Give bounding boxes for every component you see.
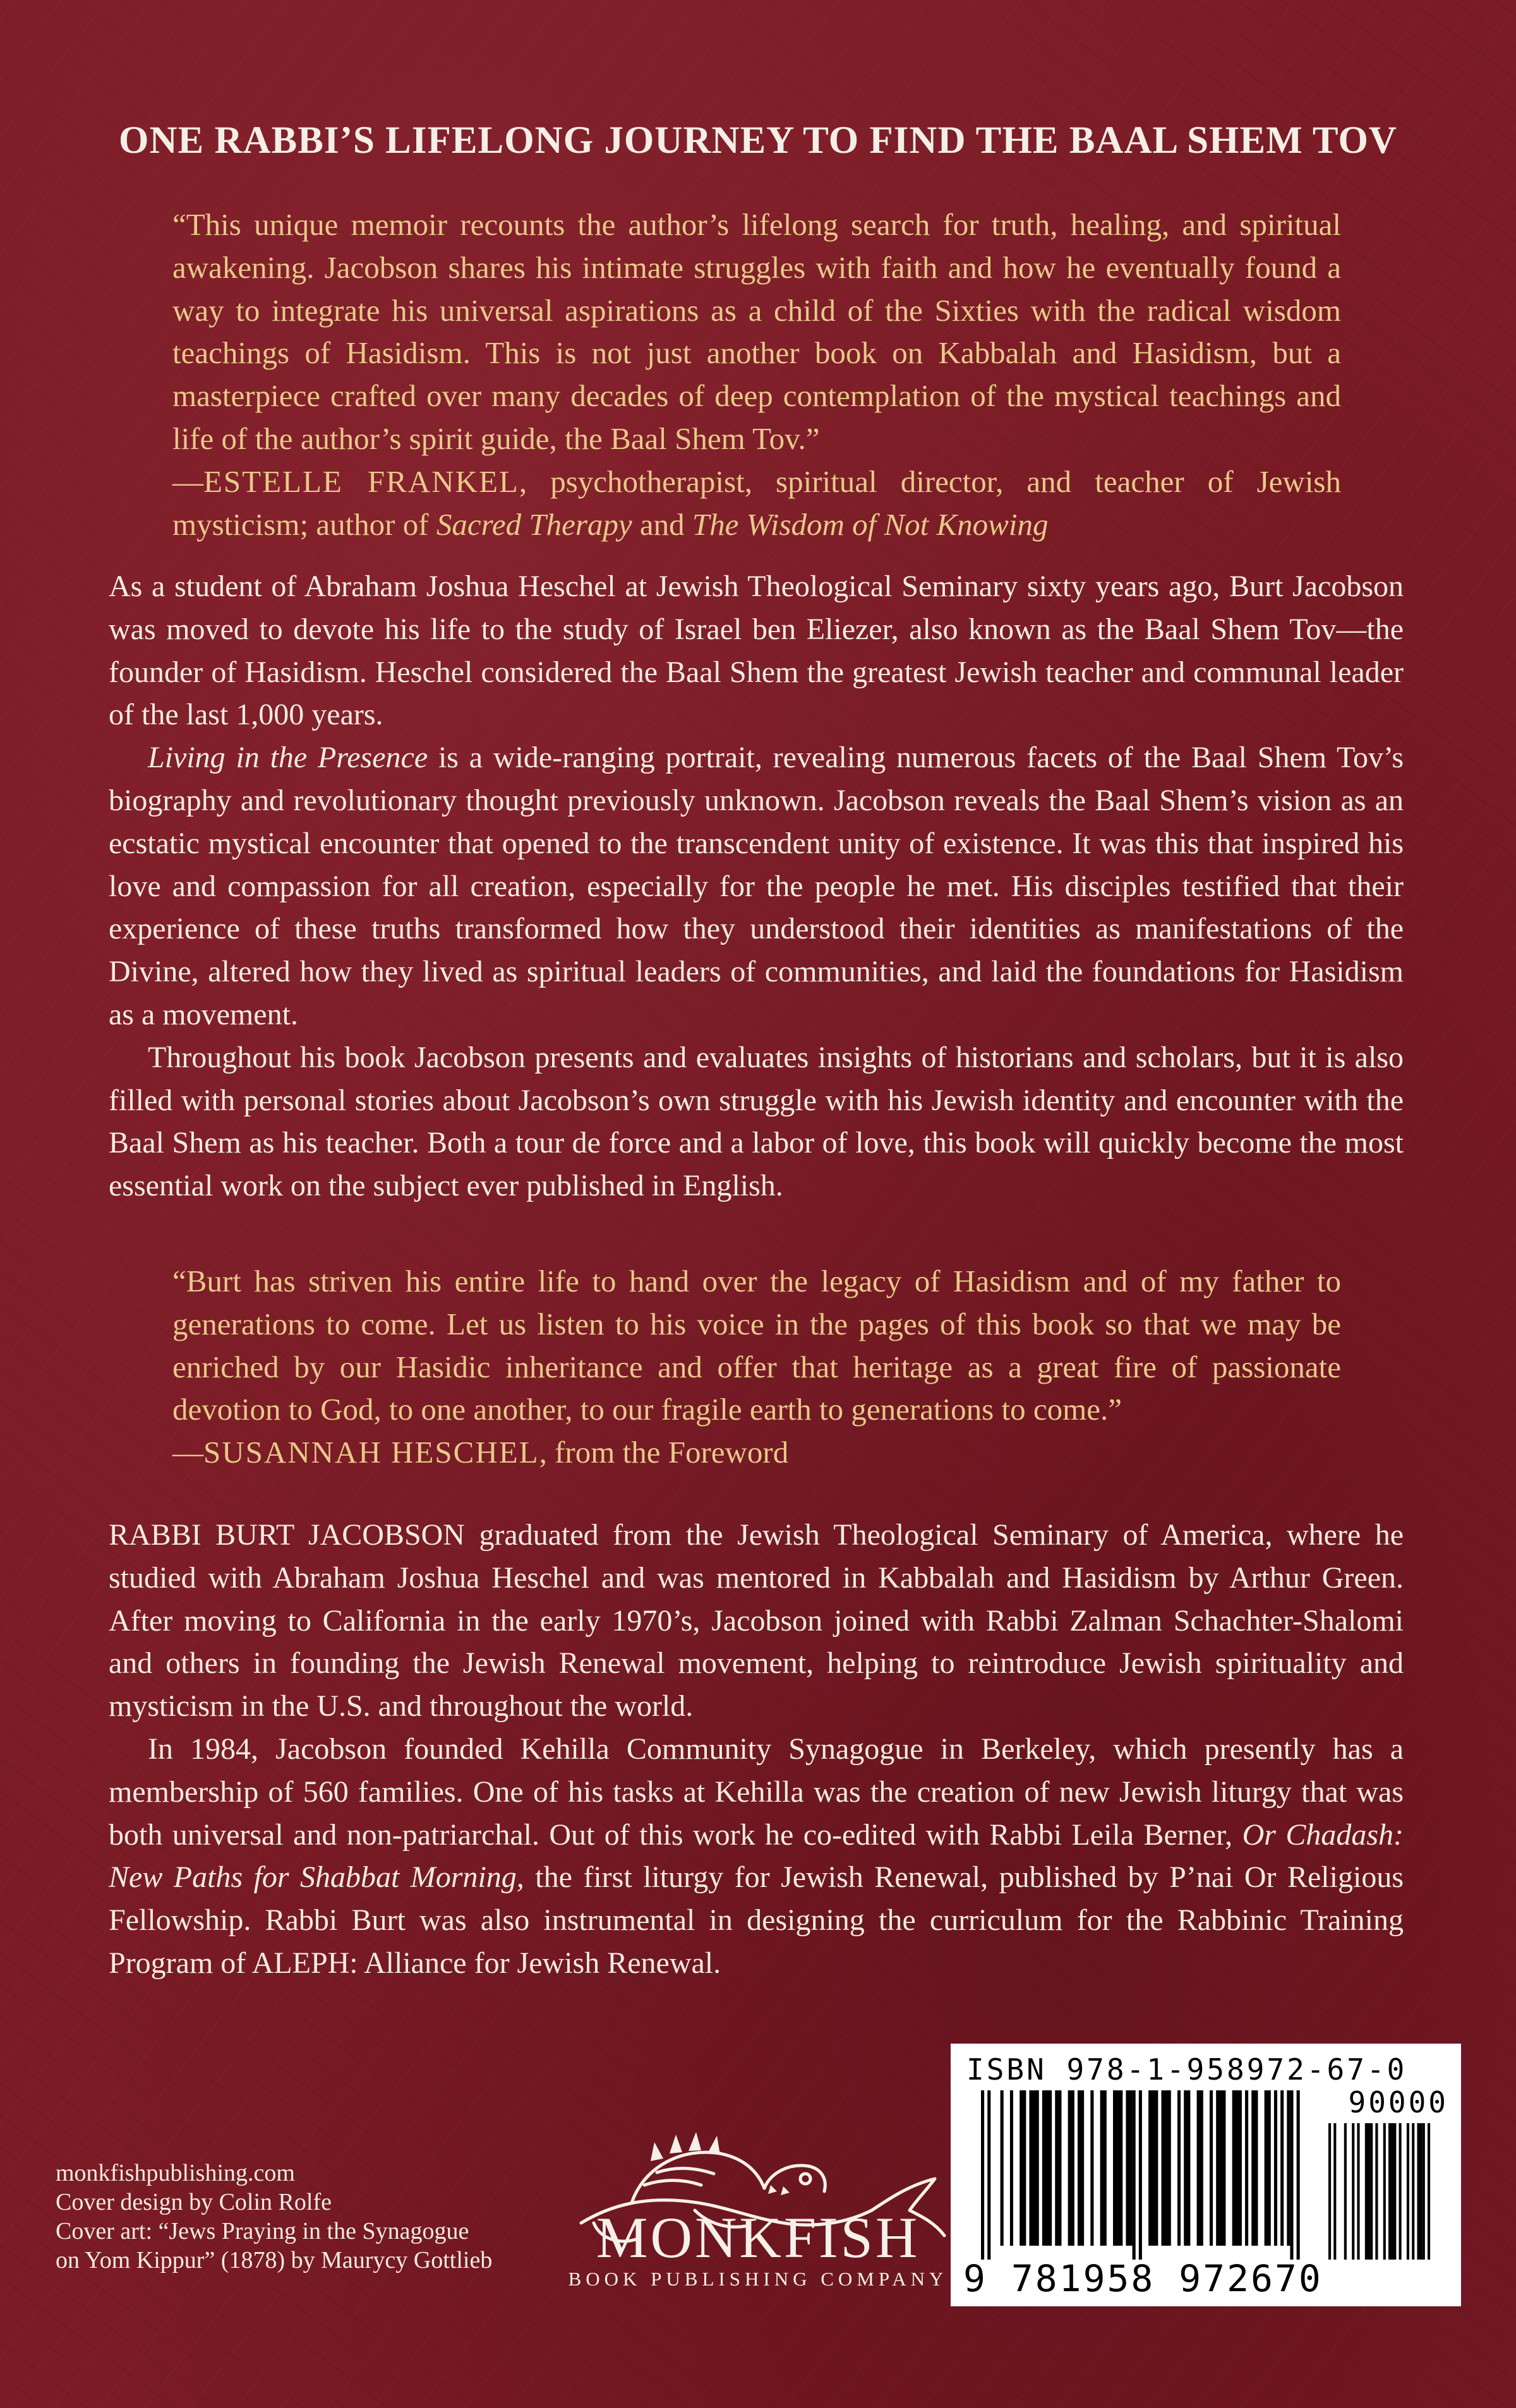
barcode-bar bbox=[1232, 2090, 1242, 2246]
publisher-website: monkfishpublishing.com bbox=[56, 2160, 295, 2186]
barcode-bar bbox=[1042, 2090, 1052, 2246]
author-bio bbox=[109, 1514, 1404, 1985]
attribution-name: ESTELLE FRANKEL bbox=[203, 464, 519, 499]
barcode-bar bbox=[1344, 2123, 1347, 2260]
quote-attribution: —ESTELLE FRANKEL, psychotherapist, spiritual director, and teacher of Jewish mysticism; author of Sacred Therapy and The Wisdom of Not Knowing bbox=[172, 464, 1341, 542]
barcode-bar bbox=[1428, 2123, 1430, 2260]
cover-art-credit: on Yom Kippur” (1878) by Maurycy Gottlieb bbox=[56, 2247, 493, 2273]
barcode-bar bbox=[1280, 2090, 1284, 2246]
bio-paragraph: RABBI BURT JACOBSON graduated from the Jewish Theological Seminary of America, where he studied with Abraham Joshua Heschel and was mentored in Kabbalah and Hasidism by Arthur Green. After moving to California in the early 1970’s, Jacobson joined with Rabbi Zalman Schachter-Shalomi and others in founding the Jewish Renewal movement, helping to reintroduce Jewish spirituality and mysticism in the U.S. and throughout the world. bbox=[109, 1518, 1404, 1723]
barcode-bar bbox=[1352, 2123, 1354, 2260]
description-paragraph: Living in the Presence is a wide-ranging portrait, revealing numerous facets of the Baal Shem Tov’s biography and revolutionary thought previously unknown. Jacobson reveals the Baal Shem’s vision as an ecstatic mystical encounter that opened to the transcendent unity of existence. It was this that inspired his love and compassion for all creation, especially for the people he met. His disciples testified that their experience of these truths transformed how they understood their identities as manifestations of the Divine, altered how they lived as spiritual leaders of communities, and laid the foundations for Hasidism as a movement. bbox=[109, 741, 1404, 1031]
barcode-bar bbox=[1100, 2090, 1107, 2246]
ean-barcode-bars bbox=[981, 2090, 1309, 2260]
barcode-bar bbox=[1113, 2090, 1122, 2246]
barcode-bar bbox=[1161, 2090, 1170, 2246]
book-title: Or Chadash: New Paths for Shabbat Morning, bbox=[109, 1818, 1404, 1895]
barcode-bar bbox=[1245, 2090, 1248, 2246]
addon-barcode-bars bbox=[1328, 2123, 1448, 2260]
barcode-bar bbox=[1133, 2090, 1136, 2260]
publisher-tagline: BOOK PUBLISHING COMPANY bbox=[568, 2268, 948, 2290]
barcode-bar bbox=[1055, 2090, 1061, 2246]
isbn-barcode bbox=[951, 2044, 1461, 2306]
endorsement-quote-heschel bbox=[172, 1260, 1341, 1474]
barcode-bar bbox=[1333, 2123, 1336, 2260]
barcode-bar bbox=[1274, 2090, 1277, 2246]
barcode-bar bbox=[1126, 2090, 1132, 2246]
barcode-bar bbox=[1370, 2123, 1373, 2260]
cover-design-credit: Cover design by Colin Rolfe bbox=[56, 2189, 332, 2215]
isbn-number: ISBN 978-1-958972-67-0 bbox=[966, 2052, 1407, 2087]
publisher-name: MONKFISH bbox=[596, 2205, 920, 2270]
barcode-bar bbox=[1020, 2090, 1026, 2246]
barcode-bar bbox=[1184, 2090, 1190, 2246]
description-paragraph: As a student of Abraham Joshua Heschel at Jewish Theological Seminary sixty years ago, Burt Jacobson was moved to devote his life to the study of Israel ben Eliezer, also known as the Baal Shem Tov—the founder of Hasidism. Heschel considered the Baal Shem the greatest Jewish teacher and communal leader of the last 1,000 years. bbox=[109, 570, 1404, 732]
attribution-name: SUSANNAH HESCHEL bbox=[203, 1435, 539, 1470]
barcode-bar bbox=[1251, 2090, 1258, 2246]
barcode-bar bbox=[1357, 2123, 1359, 2260]
barcode-bar bbox=[1388, 2123, 1396, 2260]
barcode-bar bbox=[1068, 2090, 1074, 2246]
barcode-bar bbox=[1216, 2090, 1225, 2246]
barcode-bar bbox=[1078, 2090, 1084, 2246]
barcode-bar bbox=[1423, 2123, 1425, 2260]
barcode-bar bbox=[987, 2090, 990, 2260]
barcode-bar bbox=[1328, 2123, 1331, 2260]
barcode-bar bbox=[1287, 2090, 1290, 2246]
cover-credits bbox=[56, 2159, 548, 2275]
bio-paragraph: In 1984, Jacobson founded Kehilla Community Synagogue in Berkeley, which presently has a membership of 560 families. One of his tasks at Kehilla was the creation of new Jewish liturgy that was both universal and non-patriarchal. Out of this work he co-edited with Rabbi Leila Berner, Or Chadash: New Paths for Shabbat Morning, the first liturgy for Jewish Renewal, published by P’nai Or Religious Fellowship. Rabbi Burt was also instrumental in designing the curriculum for the Rabbinic Training Program of ALEPH: Alliance for Jewish Renewal. bbox=[109, 1732, 1404, 1980]
book-title: Sacred Therapy bbox=[436, 506, 632, 542]
quote-attribution: —SUSANNAH HESCHEL, from the Foreword bbox=[172, 1435, 789, 1470]
headline: ONE RABBI’S LIFELONG JOURNEY TO FIND THE BAAL SHEM TOV bbox=[119, 119, 1397, 162]
barcode-bar bbox=[1290, 2090, 1293, 2260]
barcode-bar bbox=[1407, 2123, 1409, 2260]
barcode-bar bbox=[1297, 2090, 1300, 2260]
barcode-bar bbox=[1365, 2123, 1370, 2260]
barcode-bar bbox=[1197, 2090, 1203, 2246]
endorsement-quote-frankel bbox=[172, 203, 1341, 546]
barcode-bar bbox=[1412, 2123, 1414, 2260]
barcode-bar bbox=[1090, 2090, 1093, 2246]
barcode-bar bbox=[1265, 2090, 1271, 2246]
book-title: Living in the Presence bbox=[148, 741, 428, 775]
barcode-bar bbox=[1399, 2123, 1402, 2260]
ean-number: 9 781958 972670 bbox=[963, 2257, 1323, 2300]
barcode-bar bbox=[981, 2090, 984, 2260]
barcode-bar bbox=[1177, 2090, 1181, 2246]
barcode-bar bbox=[1139, 2090, 1142, 2260]
barcode-bar bbox=[1375, 2123, 1378, 2260]
barcode-bar bbox=[1010, 2090, 1013, 2246]
barcode-bar bbox=[1001, 2090, 1004, 2246]
price-code: 90000 bbox=[1348, 2085, 1448, 2119]
barcode-bar bbox=[1029, 2090, 1038, 2246]
quote-text: “Burt has striven his entire life to hand over the legacy of Hasidism and of my father to generations to come. Let us listen to his voice in the pages of this book so that we may be enriched by our Hasidic inheritance and offer that heritage as a great fire of passionate devotion to God, to one another, to our fragile earth to generations to come.” bbox=[172, 1264, 1341, 1427]
barcode-bar bbox=[1148, 2090, 1158, 2246]
book-title: The Wisdom of Not Knowing bbox=[692, 506, 1049, 542]
barcode-bar bbox=[1417, 2123, 1422, 2260]
cover-art-credit: Cover art: “Jews Praying in the Synagogue bbox=[56, 2218, 469, 2244]
barcode-bar bbox=[1210, 2090, 1213, 2246]
barcode-bar bbox=[1383, 2123, 1386, 2260]
book-description bbox=[109, 565, 1404, 1207]
description-paragraph: Throughout his book Jacobson presents and evaluates insights of historians and scholars, but it is also filled with personal stories about Jacobson’s own struggle with his Jewish identity and encounter with the Baal Shem as his teacher. Both a tour de force and a labor of love, this book will quickly become the most essential work on the subject ever published in English. bbox=[109, 1040, 1404, 1203]
quote-text: “This unique memoir recounts the author’s lifelong search for truth, healing, and spiritual awakening. Jacobson shares his intimate struggles with faith and how he eventually found a way to integrate his universal aspirations as a child of the Sixties with the radical wisdom teachings of Hasidism. This is not just another book on Kabbalah and Hasidism, but a masterpiece crafted over many decades of deep contemplation of the mystical teachings and life of the author’s spirit guide, the Baal Shem Tov.” bbox=[172, 207, 1341, 456]
